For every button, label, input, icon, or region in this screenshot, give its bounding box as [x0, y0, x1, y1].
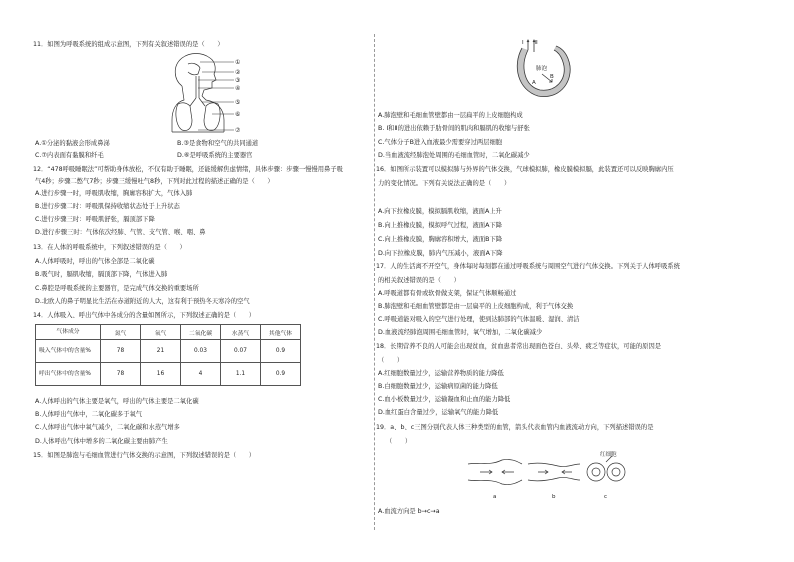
fig-label-6: ⑥ [235, 111, 241, 118]
q17-option-b: B.肺泡壁和毛细血管壁都是由一层扁平的上皮细胞构成，利于气体交换 [378, 303, 574, 310]
table-cell: 0.03 [181, 340, 221, 363]
table-cell: 0.9 [261, 363, 301, 386]
q13-option-b: B.吸气时，膈肌收缩，膈顶部下降，气体进入肺 [35, 271, 168, 278]
table-row [36, 363, 301, 386]
q15-stem: 15．如图是肺泡与毛细血管进行气体交换的示意图，下列叙述错误的是（ ） [33, 452, 256, 459]
table-header-cell: 二氧化碳 [181, 325, 221, 340]
q15-option-a: A.肺泡壁和毛细血管壁都由一层扁平的上皮细胞构成 [378, 112, 523, 119]
q17-stem-line2: 的相关叙述错误的是（ ） [378, 277, 460, 284]
q15-option-d: D.当血液流经肺泡处周围的毛细血管时，二氧化碳减少 [378, 152, 530, 159]
q13-option-d: D.北欧人的鼻子明显比生活在赤道附近的人大，这有利于预热冬天寒冷的空气 [35, 298, 250, 305]
q11-option-d: D.⑥是呼吸系统的主要器官 [177, 152, 253, 159]
q12-option-d: D.进行步骤三时：气体依次经肺、气管、支气管、喉、咽、鼻 [35, 229, 206, 236]
table-cell: 4 [181, 363, 221, 386]
q13-stem: 13．在人体的呼吸系统中，下列叙述错误的是（ ） [33, 244, 186, 251]
table-row [36, 340, 301, 363]
q17-option-c: C.呼吸道能对吸入的空气进行处理，使到达肺部的气体温暖、湿润、清洁 [378, 316, 580, 323]
q18-stem-line1: 18．长期营养不良的人可能会出现贫血，贫血患者常出现面色苍白、头晕、疲乏等症状，可能的原因是 [376, 343, 662, 350]
q18-option-c: C.血小板数量过少，运输凝血和止血的能力降低 [378, 396, 511, 403]
q17-option-a: A.呼吸道都有骨或软骨做支架，保证气体顺畅通过 [378, 290, 517, 297]
q14-option-d: D.人体呼出气体中增多的二氧化碳主要由肺产生 [35, 438, 168, 445]
fig-label-II: Ⅱ [535, 40, 538, 46]
respiratory-system-figure [168, 50, 268, 134]
table-cell: 0.9 [261, 340, 301, 363]
fig-label-2: ② [235, 69, 241, 76]
gas-composition-table [35, 324, 301, 386]
fig-label-alveolus: 肺泡 [536, 66, 548, 72]
fig-label-7: ⑦ [235, 127, 241, 134]
q11-stem: 11．如图为呼吸系统的组成示意图，下列有关叙述错误的是（ ） [33, 41, 224, 48]
table-cell: 21 [141, 340, 181, 363]
fig-label-red-blood-cell: 红细胞 [600, 452, 617, 458]
fig-label-B: B [550, 74, 554, 80]
q11-option-c: C.⑦内表面有黏膜和纤毛 [35, 152, 104, 159]
q14-option-a: A.人体呼出的气体主要是氧气，呼出的气体主要是二氧化碳 [35, 398, 199, 405]
q12-option-c: C.进行步骤三时：呼吸肌舒张，膈顶部下降 [35, 216, 155, 223]
q15-option-b: B. Ⅰ和Ⅱ的进出依赖于肋骨间的肌肉和膈肌的收缩与舒张 [378, 125, 530, 132]
q19-stem-line2: （ ） [386, 438, 412, 445]
fig-label-4: ④ [235, 85, 241, 92]
q14-option-c: C.人体呼出气体中氧气减少，二氧化碳和水蒸气增多 [35, 424, 180, 431]
q11-option-b: B.③是食物和空气的共同通道 [177, 140, 259, 147]
fig-label-c: c [604, 494, 608, 500]
q17-stem-line1: 17．人的生活离不开空气，身体每时每刻都在通过呼吸系统与周围空气进行气体交换。下列关于人体呼吸系统 [376, 263, 680, 270]
table-cell: 78 [101, 363, 141, 386]
fig-label-5: ⑤ [235, 99, 241, 106]
q16-stem-line2: 力的变化情况。下列有关说法正确的是（ ） [378, 180, 511, 187]
table-header-cell: 氮气 [101, 325, 141, 340]
table-cell: 16 [141, 363, 181, 386]
table-header-cell: 气体成分 [36, 325, 101, 340]
q17-option-d: D.血液流经肺泡周围毛细血管时，氧气增加，二氧化碳减少 [378, 329, 543, 336]
q13-option-c: C.鼻腔是呼吸系统的主要器官，是完成气体交换的重要场所 [35, 285, 199, 292]
q18-stem-line2: （ ） [378, 357, 404, 364]
q12-stem-line2: 气4秒；步骤二憋气7秒；步骤三缓慢吐气8秒，下列对此过程的描述正确的是（ ） [35, 178, 274, 185]
fig-label-b: b [552, 494, 556, 500]
q13-option-a: A.人体呼吸时，呼出的气体全部是二氧化碳 [35, 258, 155, 265]
q18-option-b: B.白细胞数量过少，运输病原菌的能力降低 [378, 383, 498, 390]
table-header-cell: 氧气 [141, 325, 181, 340]
fig-label-I: Ⅰ [522, 40, 524, 46]
q19-stem-line1: 19．a、b、c三图分别代表人体三种类型的血管，箭头代表血管内血液流动方向，下列描述错误的是 [376, 424, 654, 431]
table-header-row [36, 325, 301, 340]
alveolus-capillary-figure [508, 38, 580, 104]
q16-option-c: C.向上推橡皮膜，胸廓容积增大，液面B下降 [378, 236, 503, 243]
table-header-cell: 水蒸气 [221, 325, 261, 340]
q18-option-d: D.血红蛋白含量过少，运输氧气的能力降低 [378, 409, 499, 416]
q16-option-b: B.向上推橡皮膜，模拟呼气过程，液面A下降 [378, 222, 502, 229]
q19-option-a: A.血流方向是 b→c→a [378, 508, 440, 515]
q12-stem-line1: 12．“478呼吸睡眠法”可帮助身体放松，不仅有助于睡眠，还能缓解焦虑情绪，具体步骤：步骤一慢慢用鼻子吸 [33, 166, 343, 173]
q14-option-b: B.人体呼出气体中，二氧化碳多于氧气 [35, 411, 143, 418]
table-cell: 78 [101, 340, 141, 363]
q11-option-a: A.①分泌的黏液会形成鼻涕 [35, 140, 110, 147]
column-divider [374, 34, 375, 530]
fig-label-A: A [532, 80, 536, 86]
q18-option-a: A.红细胞数量过少，运输营养物质的能力降低 [378, 370, 504, 377]
table-row-label: 呼出气体中的含量% [36, 363, 101, 386]
table-cell: 1.1 [221, 363, 261, 386]
table-header-cell: 其他气体 [261, 325, 301, 340]
q16-stem-line1: 16．如图所示装置可以模拟肺与外界的气体交换，气球模拟肺，橡皮膜模拟膈，此装置还可以反映胸廓内压 [376, 166, 674, 173]
table-row-label: 吸入气体中的含量% [36, 340, 101, 363]
fig-label-a: a [493, 494, 497, 500]
fig-label-3: ③ [235, 77, 241, 84]
q15-option-c: C.气体分子B进入血液最少需要穿过两层细胞 [378, 139, 503, 146]
q12-option-b: B.进行步骤二时：呼吸肌保持收缩状态处于上升状态 [35, 203, 180, 210]
q14-stem: 14．人体吸入、呼出气体中各成分的含量如图所示，下列叙述正确的是（ ） [33, 312, 256, 319]
q16-option-a: A.向下拉橡皮膜，模拟膈肌收缩，液面A上升 [378, 208, 502, 215]
table-cell: 0.07 [221, 340, 261, 363]
blood-vessels-figure [466, 452, 636, 502]
q16-option-d: D.向下拉橡皮膜，肺内气压减小，液面A下降 [378, 250, 503, 257]
fig-label-1: ① [235, 59, 241, 66]
q12-option-a: A.进行步骤一时，呼吸肌收缩，胸廓容积扩大，气体入肺 [35, 190, 193, 197]
